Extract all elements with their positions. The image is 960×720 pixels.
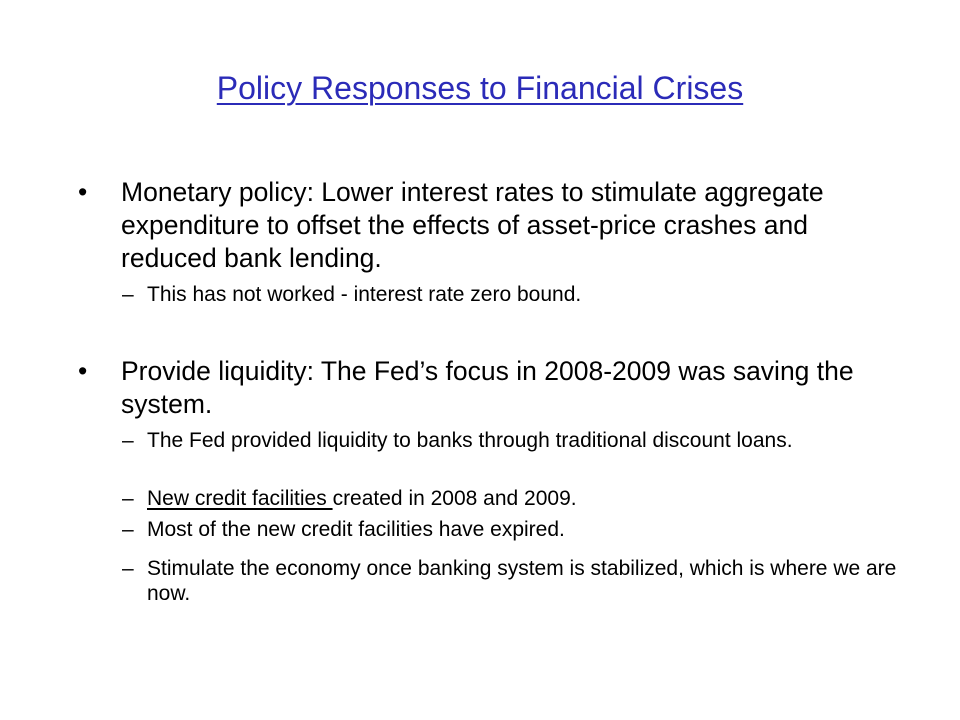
bullet-monetary-policy [78, 176, 878, 275]
sub-text: Most of the new credit facilities have expired. [147, 518, 565, 541]
bullet-text: Provide liquidity: The Fed’s focus in 2008-2009 was saving the system. [121, 356, 854, 419]
sub-dash: – [122, 557, 134, 580]
sub-text: This has not worked - interest rate zero bound. [147, 283, 582, 306]
sub-dash: – [122, 487, 134, 510]
sub-text: The Fed provided liquidity to banks through traditional discount loans. [147, 429, 793, 452]
sub-text-rest: created in 2008 and 2009. [332, 487, 577, 510]
sub-text [147, 486, 902, 511]
sub-bullet-stimulate-economy [122, 556, 902, 606]
sub-bullet-expired [122, 517, 902, 542]
underlined-phrase: New credit facilities [147, 487, 333, 510]
sub-text: Stimulate the economy once banking system is stabilized, which is where we are now. [147, 557, 897, 605]
bullet-text: Monetary policy: Lower interest rates to stimulate aggregate expenditure to offset the effects of asset-price crashes and reduced bank lending. [121, 177, 824, 273]
sub-dash: – [122, 429, 134, 452]
slide-title: Policy Responses to Financial Crises [216, 70, 744, 106]
sub-dash: – [122, 518, 134, 541]
bullet-dot: • [78, 177, 88, 207]
bullet-provide-liquidity [78, 355, 878, 421]
sub-bullet-discount-loans [122, 428, 902, 453]
bullet-dot: • [78, 356, 88, 386]
sub-dash: – [122, 283, 134, 306]
sub-bullet-new-credit-facilities [122, 486, 902, 511]
sub-bullet-zero-bound [122, 282, 902, 307]
